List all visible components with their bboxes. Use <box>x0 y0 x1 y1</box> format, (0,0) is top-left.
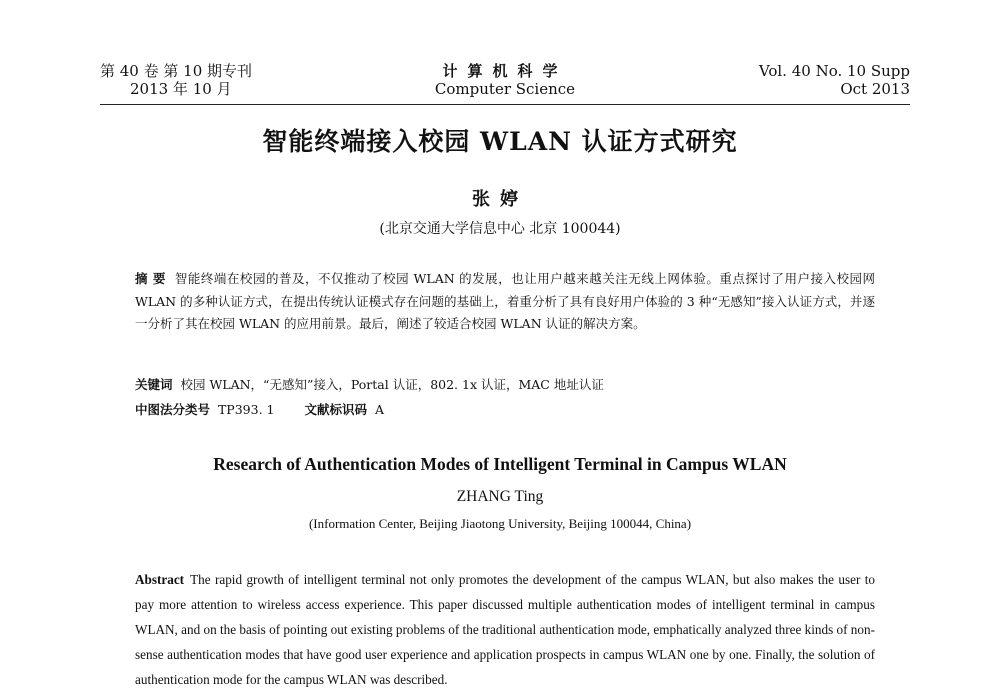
author-cn: 张婷 <box>472 189 528 210</box>
clc-value: TP393. 1 <box>217 402 275 417</box>
affiliation-cn: (北京交通大学信息中心 北京 100044) <box>379 221 621 237</box>
volume-issue: 第 40 卷 第 10 期专刊 <box>100 62 253 80</box>
issue-date: 2013 年 10 月 <box>130 80 232 98</box>
classification-line <box>135 400 875 420</box>
abstract-en <box>135 567 875 692</box>
issue-info-en <box>759 62 910 98</box>
abstract-en-label: Abstract <box>135 572 185 587</box>
doc-code-label: 文献标识码 <box>304 402 367 417</box>
doc-code-value: A <box>374 402 384 417</box>
abstract-en-text: The rapid growth of intelligent terminal not only promotes the development of the campus WLAN, but also makes the user to pay more attention to wireless access experience. This paper discussed multiple authentication modes of intelligent terminal in campus WLAN, and on the basis of pointing out existing problems of the traditional authentication mode, emphatically analyzed three kinds of non-sense authentication modes that have good user experience and application prospects in campus WLAN one by one. Finally, the solution of authentication mode for the campus WLAN was described. <box>135 572 875 687</box>
keywords-cn <box>135 375 875 395</box>
abstract-cn <box>135 268 875 336</box>
volume-issue-en: Vol. 40 No. 10 Supp <box>758 62 910 80</box>
keywords-cn-label: 关键词 <box>135 377 173 392</box>
keywords-cn-text: 校园 WLAN，“无感知”接入，Portal 认证，802. 1x 认证，MAC 地址认证 <box>180 377 604 392</box>
abstract-cn-label: 摘 要 <box>135 271 166 286</box>
abstract-cn-text: 智能终端在校园的普及，不仅推动了校园 WLAN 的发展，也让用户越来越关注无线上网体验。重点探讨了用户接入校园网 WLAN 的多种认证方式，在提出传统认证模式存在问题的基础上，着重分析了具有良好用户体验的 3 种“无感知”接入认证方式，并逐一分析了其在校园 WLAN 的应用前景。最后，阐述了较适合校园 WLAN 认证的解决方案。 <box>135 271 876 331</box>
clc-label: 中图法分类号 <box>135 402 211 417</box>
paper-title-cn: 智能终端接入校园 WLAN 认证方式研究 <box>262 127 738 156</box>
journal-name-cn: 计算机科学 <box>442 62 568 80</box>
author-en: ZHANG Ting <box>456 488 544 505</box>
journal-name-en: Computer Science <box>434 80 576 98</box>
journal-header <box>100 60 910 105</box>
paper-title-en: Research of Authentication Modes of Intelligent Terminal in Campus WLAN <box>213 454 787 474</box>
affiliation-en: (Information Center, Beijing Jiaotong University, Beijing 100044, China) <box>308 516 692 531</box>
issue-date-en: Oct 2013 <box>840 80 910 98</box>
